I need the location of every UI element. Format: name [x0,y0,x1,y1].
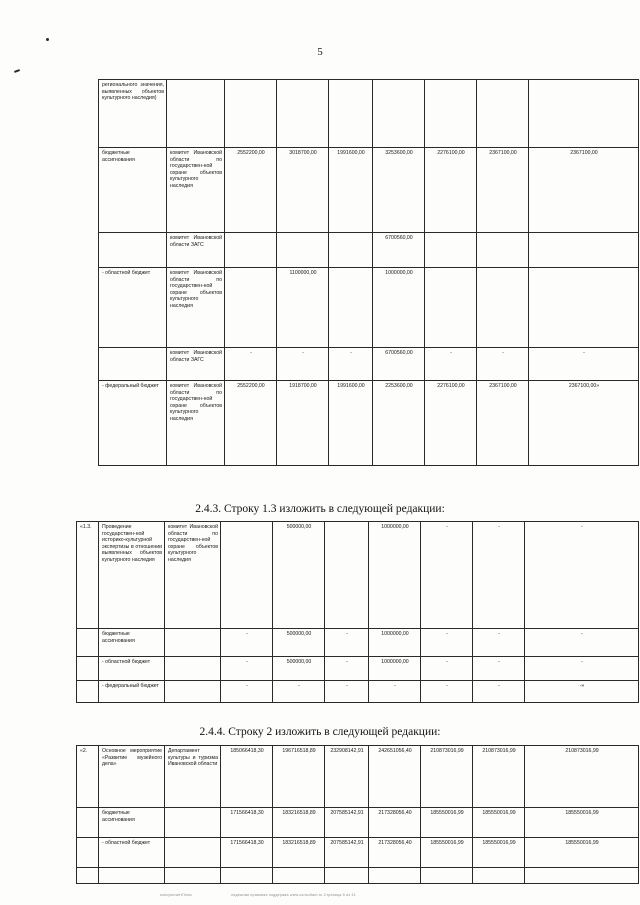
cell-value: - [473,657,525,681]
cell-value: - [273,681,325,703]
cell-executor: Департамент культуры и туризма Ивановской области [165,746,221,808]
cell-index: «2. [77,746,99,808]
cell-value: - [473,681,525,703]
cell-index [77,629,99,657]
cell-value: 207585142,91 [325,808,369,838]
cell-value [325,868,369,884]
cell-measure: Проведение государствен-ной историко-культурной экспертизы в отношении выявленных объектов культурного наследия [99,522,165,629]
cell-value: - [421,681,473,703]
table-row [99,80,639,148]
cell-value: - [421,522,473,629]
page-number: 5 [317,46,323,58]
cell-executor [165,657,221,681]
cell-executor [165,838,221,868]
cell-value: 217328056,40 [369,808,421,838]
cell-value: 1000000,00 [373,268,425,348]
cell-value: 2367100,00 [477,148,529,233]
cell-value: - [425,348,477,381]
cell-value: 1991600,00 [329,381,373,466]
cell-value: 2276100,00 [425,148,477,233]
table-row-1-3-wrapper [76,521,638,703]
cell-value: 2552200,00 [225,148,277,233]
cell-executor [165,808,221,838]
table-row [99,233,639,268]
cell-value [277,80,329,148]
cell-value: - [329,348,373,381]
cell-value [329,80,373,148]
table-row [77,657,639,681]
cell-measure: бюджетные ассигнования [99,629,165,657]
cell-value [421,868,473,884]
cell-value [225,268,277,348]
table-row [77,838,639,868]
cell-value [221,522,273,629]
cell-value: - [325,629,369,657]
cell-value: 1918700,00 [277,381,329,466]
cell-value: 185550016,99 [421,808,473,838]
cell-value: 183216518,89 [273,808,325,838]
cell-value [477,233,529,268]
cell-value: 2367100,00» [529,381,639,466]
cell-label: - областной бюджет [99,268,167,348]
cell-value: 185550016,99 [473,808,525,838]
cell-value: - [325,681,369,703]
cell-executor [165,868,221,884]
cell-value: 207585142,91 [325,838,369,868]
cell-value [525,868,639,884]
cell-value: 217328056,40 [369,838,421,868]
cell-value: 196716518,89 [273,746,325,808]
cell-label [99,348,167,381]
section-heading-244: 2.4.4. Строку 2 изложить в следующей редакции: [199,726,441,738]
cell-value: 1991600,00 [329,148,373,233]
cell-value [273,868,325,884]
cell-value: 2253600,00 [373,381,425,466]
cell-value: 1000000,00 [369,629,421,657]
cell-value: 185550016,99 [525,838,639,868]
cell-value: 185550016,99 [421,838,473,868]
cell-value: - [473,629,525,657]
cell-measure: бюджетные ассигнования [99,808,165,838]
cell-value: 500000,00 [273,657,325,681]
cell-executor [167,80,225,148]
cell-value: 2367100,00 [477,381,529,466]
cell-value: 500000,00 [273,522,325,629]
cell-value: - [525,629,639,657]
table-row-2 [76,745,639,884]
cell-value [373,80,425,148]
cell-value: 6700560,00 [373,348,425,381]
cell-value [473,868,525,884]
table-row [77,808,639,838]
section-heading-243: 2.4.3. Строку 1.3 изложить в следующей редакции: [195,503,445,515]
cell-value: 2367100,00 [529,148,639,233]
scan-speck-icon [14,69,20,73]
table-row [99,381,639,466]
cell-value [325,522,369,629]
cell-value: 185550016,99 [473,838,525,868]
cell-value: 185066418,30 [221,746,273,808]
cell-value [425,233,477,268]
table-row [99,348,639,381]
cell-value: 171566418,30 [221,808,273,838]
cell-value: -» [525,681,639,703]
table-row [99,148,639,233]
table-row [77,746,639,808]
table-row [77,522,639,629]
cell-executor: комитет Ивановской области по государствен-ной охране объектов культурного наследия [167,148,225,233]
cell-value: 242651056,40 [369,746,421,808]
cell-value: - [477,348,529,381]
cell-value: - [369,681,421,703]
table-row-2-wrapper [76,745,638,884]
cell-value: 210873016,99 [473,746,525,808]
cell-measure: - федеральный бюджет [99,681,165,703]
cell-value [477,268,529,348]
cell-value: - [221,629,273,657]
cell-value [329,268,373,348]
table-continuation [98,79,639,466]
cell-value: 500000,00 [273,629,325,657]
cell-value [529,233,639,268]
cell-measure: Основное мероприятие «Развитие музейного дела» [99,746,165,808]
cell-value [329,233,373,268]
cell-value: - [325,657,369,681]
cell-value: - [421,629,473,657]
footer-info-text: надежная правовая поддержка www.consultant.ru Страница 5 из 31 [231,893,356,897]
cell-measure: - областной бюджет [99,657,165,681]
cell-value [425,80,477,148]
cell-value: 232908142,91 [325,746,369,808]
table-continuation-wrapper [98,79,638,466]
cell-index [77,868,99,884]
footer-logo-text: консультантПлюс [160,893,193,897]
cell-value: - [221,681,273,703]
cell-value: 2276100,00 [425,381,477,466]
cell-value: 1000000,00 [369,657,421,681]
cell-value: 210873016,99 [525,746,639,808]
cell-value [425,268,477,348]
cell-value [225,233,277,268]
table-row [99,268,639,348]
cell-value [277,233,329,268]
cell-value [529,80,639,148]
scan-speck-icon [46,38,49,41]
cell-label: - федеральный бюджет [99,381,167,466]
cell-index: «1.3. [77,522,99,629]
cell-executor: комитет Ивановской области по государствен-ной охране объектов культурного наследия [167,268,225,348]
table-row [77,629,639,657]
cell-value: 185550016,99 [525,808,639,838]
cell-value [225,80,277,148]
cell-label: бюджетные ассигнования [99,148,167,233]
cell-value: 1000000,00 [369,522,421,629]
cell-value: 6700560,00 [373,233,425,268]
page-footer [160,893,560,897]
table-row-1-3 [76,521,639,703]
cell-value: - [529,348,639,381]
cell-value: - [277,348,329,381]
cell-index [77,657,99,681]
cell-value: 183216518,89 [273,838,325,868]
cell-executor [165,629,221,657]
cell-executor: комитет Ивановской области ЗАГС [167,233,225,268]
cell-executor: комитет Ивановской области по государствен-ной охране объектов культурного наследия [167,381,225,466]
cell-value: 3018700,00 [277,148,329,233]
cell-label: регионального значения, выявленных объектов культурного наследия) [99,80,167,148]
cell-value: - [421,657,473,681]
cell-index [77,808,99,838]
cell-value: - [221,657,273,681]
table-row [77,868,639,884]
cell-value: 1100000,00 [277,268,329,348]
cell-value: - [525,657,639,681]
cell-value: 171566418,30 [221,838,273,868]
cell-value: - [225,348,277,381]
cell-value: - [525,522,639,629]
cell-value: 2552200,00 [225,381,277,466]
cell-value [477,80,529,148]
cell-measure: - областной бюджет [99,838,165,868]
cell-value [221,868,273,884]
cell-measure [99,868,165,884]
table-row [77,681,639,703]
cell-value: - [473,522,525,629]
cell-executor: комитет Ивановской области по государствен-ной охране объектов культурного наследия [165,522,221,629]
cell-value [529,268,639,348]
cell-index [77,681,99,703]
cell-value: 210873016,99 [421,746,473,808]
cell-executor: комитет Ивановской области ЗАГС [167,348,225,381]
cell-label [99,233,167,268]
cell-value [369,868,421,884]
cell-executor [165,681,221,703]
cell-index [77,838,99,868]
cell-value: 3253600,00 [373,148,425,233]
